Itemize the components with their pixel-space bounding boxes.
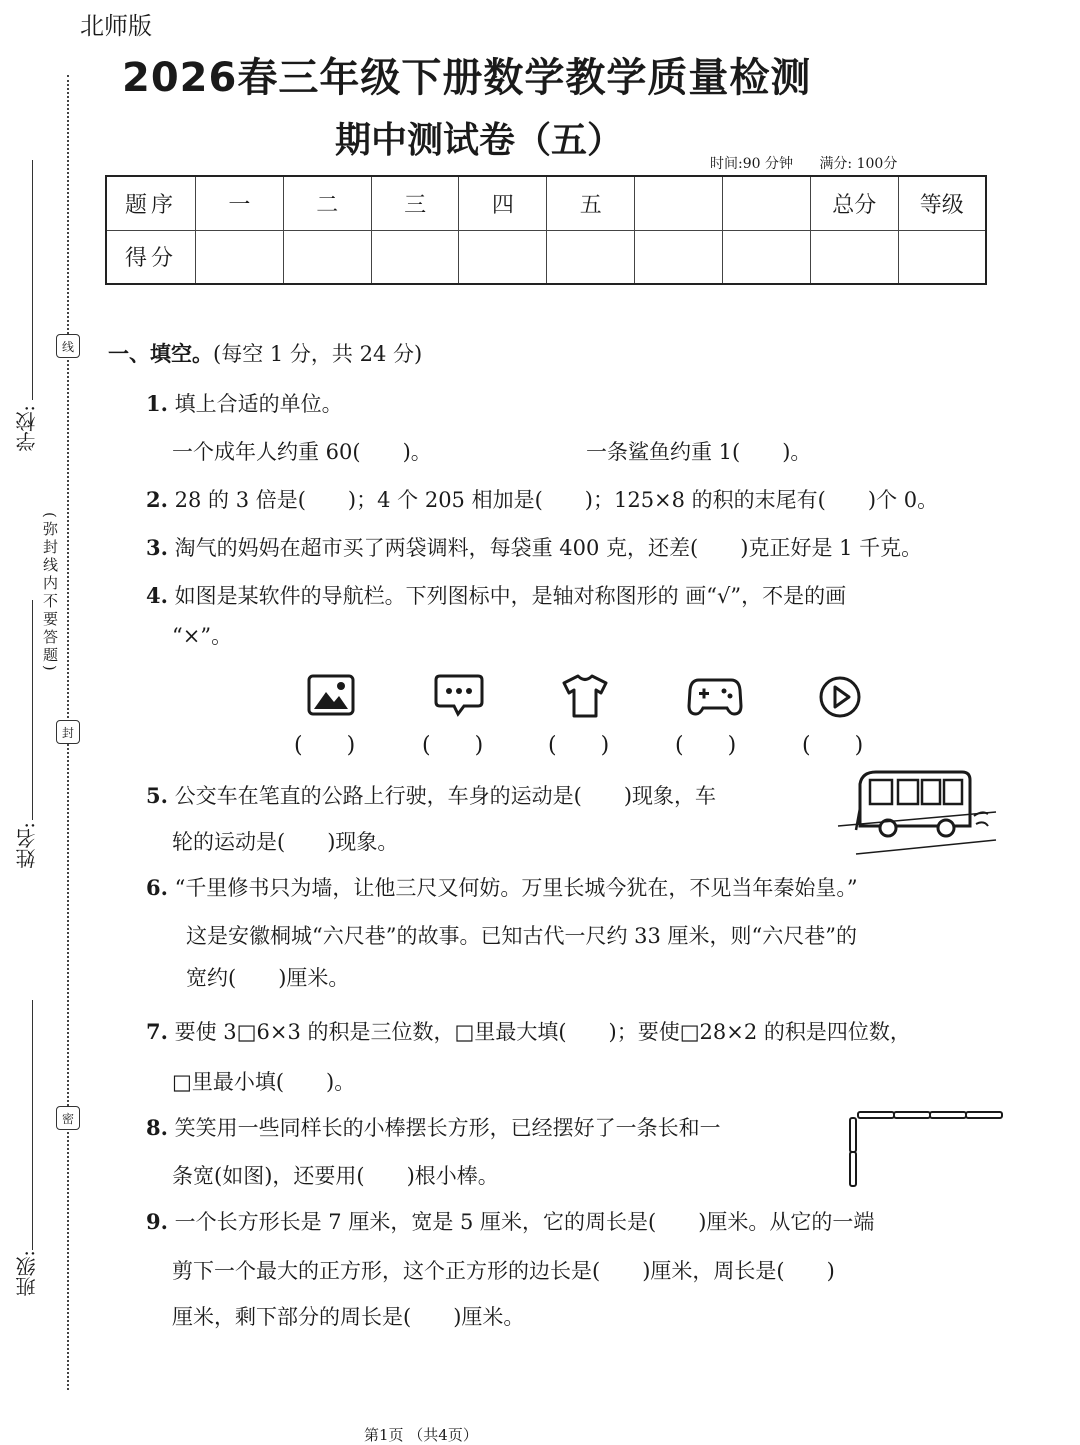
question-1-b: 一条鲨鱼约重 1( )。 xyxy=(586,440,812,464)
question-8-line2: 条宽(如图)，还要用( )根小棒。 xyxy=(172,1164,499,1188)
binding-stamp-secret: 密 xyxy=(56,1106,80,1130)
answer-paren[interactable]: ( ) xyxy=(802,733,864,758)
question-6-line2: 这是安徽桐城“六尺巷”的故事。已知古代一尺约 33 厘米，则“六尺巷”的 xyxy=(186,924,858,948)
question-7 xyxy=(146,1016,911,1046)
score-table xyxy=(105,175,987,285)
question-1 xyxy=(146,388,343,418)
binding-note: (弥封线内不要答题) xyxy=(41,512,59,674)
table-cell: 等级 xyxy=(898,176,986,230)
score-input-cell[interactable] xyxy=(898,230,986,284)
section-title: 一、填空。 xyxy=(108,341,213,366)
answer-paren[interactable]: ( ) xyxy=(675,733,737,758)
icon-option-3 xyxy=(548,672,614,762)
question-number: 9. xyxy=(146,1209,168,1234)
table-cell: 三 xyxy=(371,176,459,230)
table-cell: 题序 xyxy=(106,176,196,230)
question-5 xyxy=(146,780,716,810)
table-cell: 二 xyxy=(283,176,371,230)
question-9-line3: 厘米，剩下部分的周长是( )厘米。 xyxy=(172,1305,525,1329)
table-cell: 五 xyxy=(547,176,635,230)
chat-icon xyxy=(434,672,486,720)
question-number: 3. xyxy=(146,535,168,560)
school-line xyxy=(32,160,33,400)
score-input-cell[interactable] xyxy=(810,230,898,284)
icon-option-4 xyxy=(675,672,741,762)
table-cell: 总分 xyxy=(810,176,898,230)
score-input-cell[interactable] xyxy=(547,230,635,284)
nav-icon-row xyxy=(294,672,900,762)
class-label: 班级: xyxy=(15,1250,39,1297)
score-input-cell[interactable] xyxy=(635,230,723,284)
exam-info xyxy=(710,153,897,173)
bus-illustration xyxy=(836,764,1000,860)
table-cell xyxy=(635,176,723,230)
question-text: 笑笑用一些同样长的小棒摆长方形，已经摆好了一条长和一 xyxy=(174,1116,721,1140)
question-5-line2: 轮的运动是( )现象。 xyxy=(172,830,399,854)
score-table-score-row xyxy=(106,230,986,284)
question-text: 28 的 3 倍是( )；4 个 205 相加是( )；125×8 的积的末尾有( )个 0。 xyxy=(174,488,939,512)
question-number: 4. xyxy=(146,583,168,608)
question-text: 淘气的妈妈在超市买了两袋调料，每袋重 400 克，还差( )克正好是 1 千克。 xyxy=(174,536,923,560)
question-number: 1. xyxy=(146,391,168,416)
section-points: (每空 1 分，共 24 分) xyxy=(213,342,423,366)
question-text: “千里修书只为墙，让他三尺又何妨。万里长城今犹在，不见当年秦始皇。” xyxy=(174,876,858,900)
page-subtitle: 期中测试卷（五） xyxy=(335,120,624,161)
question-3 xyxy=(146,532,922,562)
table-cell xyxy=(722,176,810,230)
page-title: 2026春三年级下册数学教学质量检测 xyxy=(122,55,812,101)
image-icon xyxy=(306,672,358,720)
answer-paren[interactable]: ( ) xyxy=(422,733,484,758)
question-text: 要使 3□6×3 的积是三位数，□里最大填( )；要使□28×2 的积是四位数， xyxy=(174,1020,911,1044)
question-text: 一个长方形长是 7 厘米，宽是 5 厘米，它的周长是( )厘米。从它的一端 xyxy=(174,1210,875,1234)
table-cell: 四 xyxy=(459,176,547,230)
school-label: 学校: xyxy=(15,405,39,452)
gamepad-icon xyxy=(687,672,743,720)
question-4-line2: “×”。 xyxy=(172,624,233,648)
question-number: 8. xyxy=(146,1115,168,1140)
sticks-illustration xyxy=(844,1104,1006,1188)
question-number: 6. xyxy=(146,875,168,900)
question-9-line2: 剪下一个最大的正方形，这个正方形的边长是( )厘米，周长是( ) xyxy=(172,1259,835,1283)
name-line xyxy=(32,600,33,820)
icon-option-1 xyxy=(294,672,360,762)
score-input-cell[interactable] xyxy=(459,230,547,284)
question-4 xyxy=(146,580,846,610)
answer-paren[interactable]: ( ) xyxy=(294,733,356,758)
time-limit: 时间:90 分钟 xyxy=(710,156,793,172)
question-6 xyxy=(146,872,858,902)
question-number: 2. xyxy=(146,487,168,512)
section-heading xyxy=(108,338,422,368)
class-line xyxy=(32,1000,33,1250)
question-1-a: 一个成年人约重 60( )。 xyxy=(172,440,432,464)
question-7-line2: □里最小填( )。 xyxy=(172,1070,356,1094)
name-label: 姓名: xyxy=(15,822,39,869)
question-8 xyxy=(146,1112,721,1142)
table-cell: 一 xyxy=(196,176,284,230)
score-input-cell[interactable] xyxy=(283,230,371,284)
score-input-cell[interactable] xyxy=(722,230,810,284)
icon-option-2 xyxy=(422,672,488,762)
shirt-icon xyxy=(560,672,612,720)
question-6-line3: 宽约( )厘米。 xyxy=(186,966,350,990)
score-table-header-row xyxy=(106,176,986,230)
question-number: 7. xyxy=(146,1019,168,1044)
question-text: 如图是某软件的导航栏。下列图标中，是轴对称图形的 画“√”，不是的画 xyxy=(174,584,847,608)
question-text: 公交车在笔直的公路上行驶，车身的运动是( )现象，车 xyxy=(174,784,717,808)
edition-label: 北师版 xyxy=(80,12,152,40)
question-text: 填上合适的单位。 xyxy=(174,392,343,416)
question-2 xyxy=(146,484,938,514)
binding-stamp-seal: 封 xyxy=(56,720,80,744)
question-9 xyxy=(146,1206,874,1236)
score-input-cell[interactable] xyxy=(371,230,459,284)
question-number: 5. xyxy=(146,783,168,808)
answer-paren[interactable]: ( ) xyxy=(548,733,610,758)
page-footer: 第1页 （共4页） xyxy=(364,1426,478,1444)
score-input-cell[interactable] xyxy=(196,230,284,284)
play-icon xyxy=(814,672,866,720)
table-cell: 得分 xyxy=(106,230,196,284)
binding-stamp-line: 线 xyxy=(56,334,80,358)
full-score: 满分: 100分 xyxy=(819,156,898,172)
icon-option-5 xyxy=(802,672,868,762)
